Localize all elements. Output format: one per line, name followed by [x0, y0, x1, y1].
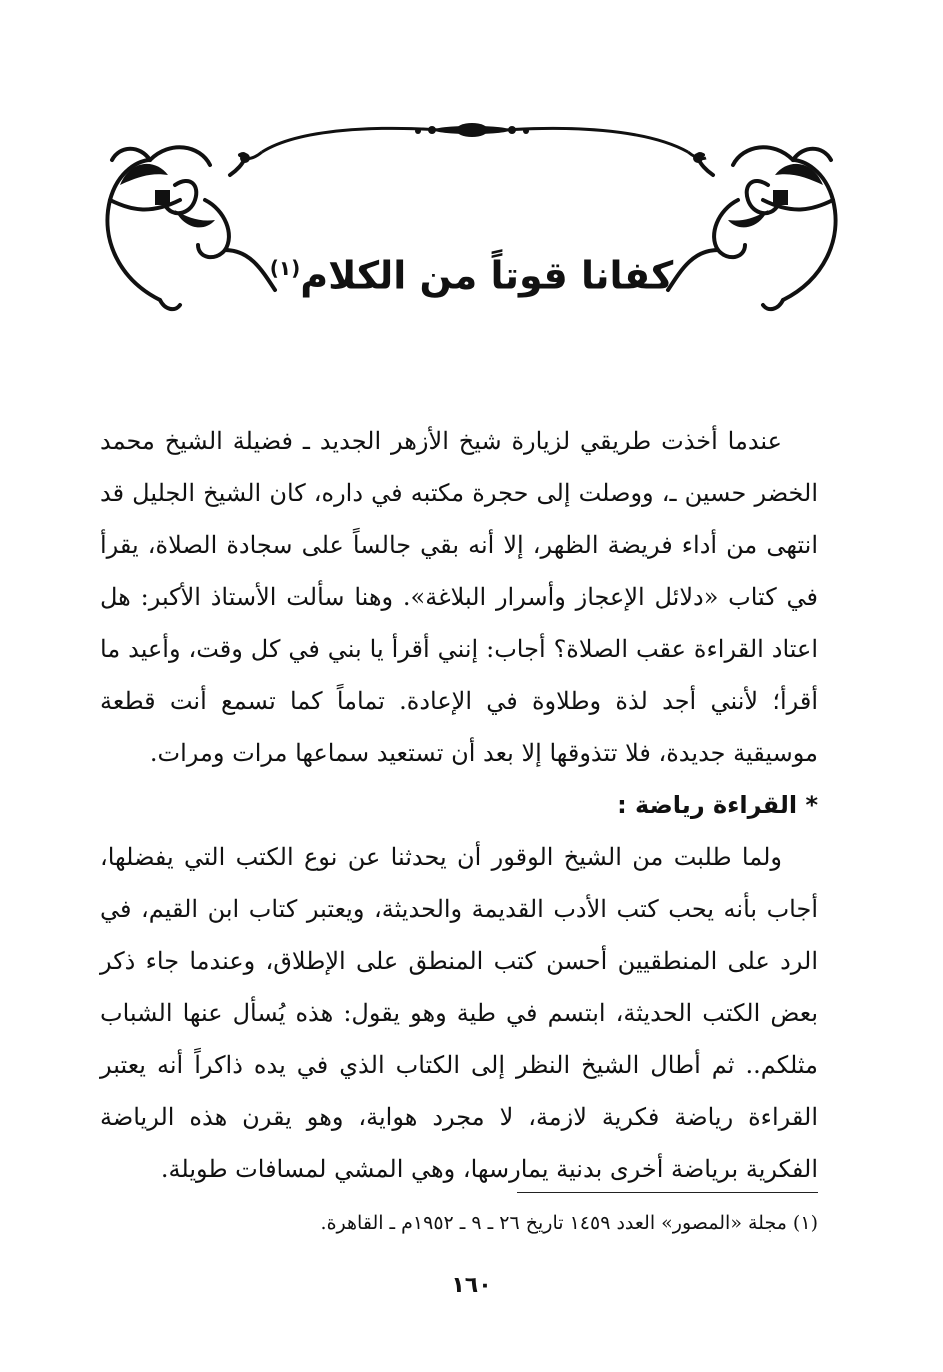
body-text: [100, 415, 818, 1195]
section-heading: * القراءة رياضة :: [617, 791, 818, 819]
footnote: (١) مجلة «المصور» العدد ١٤٥٩ تاريخ ٢٦ ـ ٩ ـ ١٩٥٢م ـ القاهرة.: [320, 1212, 818, 1234]
page-number: ١٦٠: [451, 1273, 492, 1298]
paragraph-2: ولما طلبت من الشيخ الوقور أن يحدثنا عن نوع الكتب التي يفضلها، أجاب بأنه يحب كتب الأدب القديمة والحديثة، ويعتبر كتاب ابن القيم، في الرد على المنطقيين أحسن كتب المنطق على الإطلاق، وعندما جاء ذكر بعض الكتب الحديثة، ابتسم في طية وهو يقول: هذه يُسأل عنها الشباب مثلكم.. ثم أطال الشيخ النظر إلى الكتاب الذي في يده ذاكراً أنه يعتبر القراءة رياضة فكرية لازمة، لا مجرد هواية، وهو يقرن هذه الرياضة الفكرية برياضة أخرى بدنية يمارسها، وهي المشي لمسافات طويلة.: [100, 843, 818, 1183]
chapter-title: [0, 238, 943, 306]
footnote-divider: [517, 1192, 818, 1193]
title-footnote-marker: (١): [269, 256, 301, 280]
center-knot-icon: [415, 123, 529, 137]
chapter-title-text: كفانا قوتاً من الكلام: [300, 253, 674, 298]
paragraph-1: عندما أخذت طريقي لزيارة شيخ الأزهر الجديد ـ فضيلة الشيخ محمد الخضر حسين ـ، ووصلت إلى حجرة مكتبه في داره، كان الشيخ الجليل قد انتهى من أداء فريضة الظهر، إلا أنه بقي جالساً على سجادة الصلاة، يقرأ في كتاب «دلائل الإعجاز وأسرار البلاغة». وهنا سألت الأستاذ الأكبر: هل اعتاد القراءة عقب الصلاة؟ أجاب: إنني أقرأ يا بني في كل وقت، وأعيد ما أقرأ؛ لأنني أجد لذة وطلاوة في الإعادة. تماماً كما تسمع أنت قطعة موسيقية جديدة، فلا تتذوقها إلا بعد أن تستعيد سماعها مرات ومرات.: [100, 427, 818, 767]
